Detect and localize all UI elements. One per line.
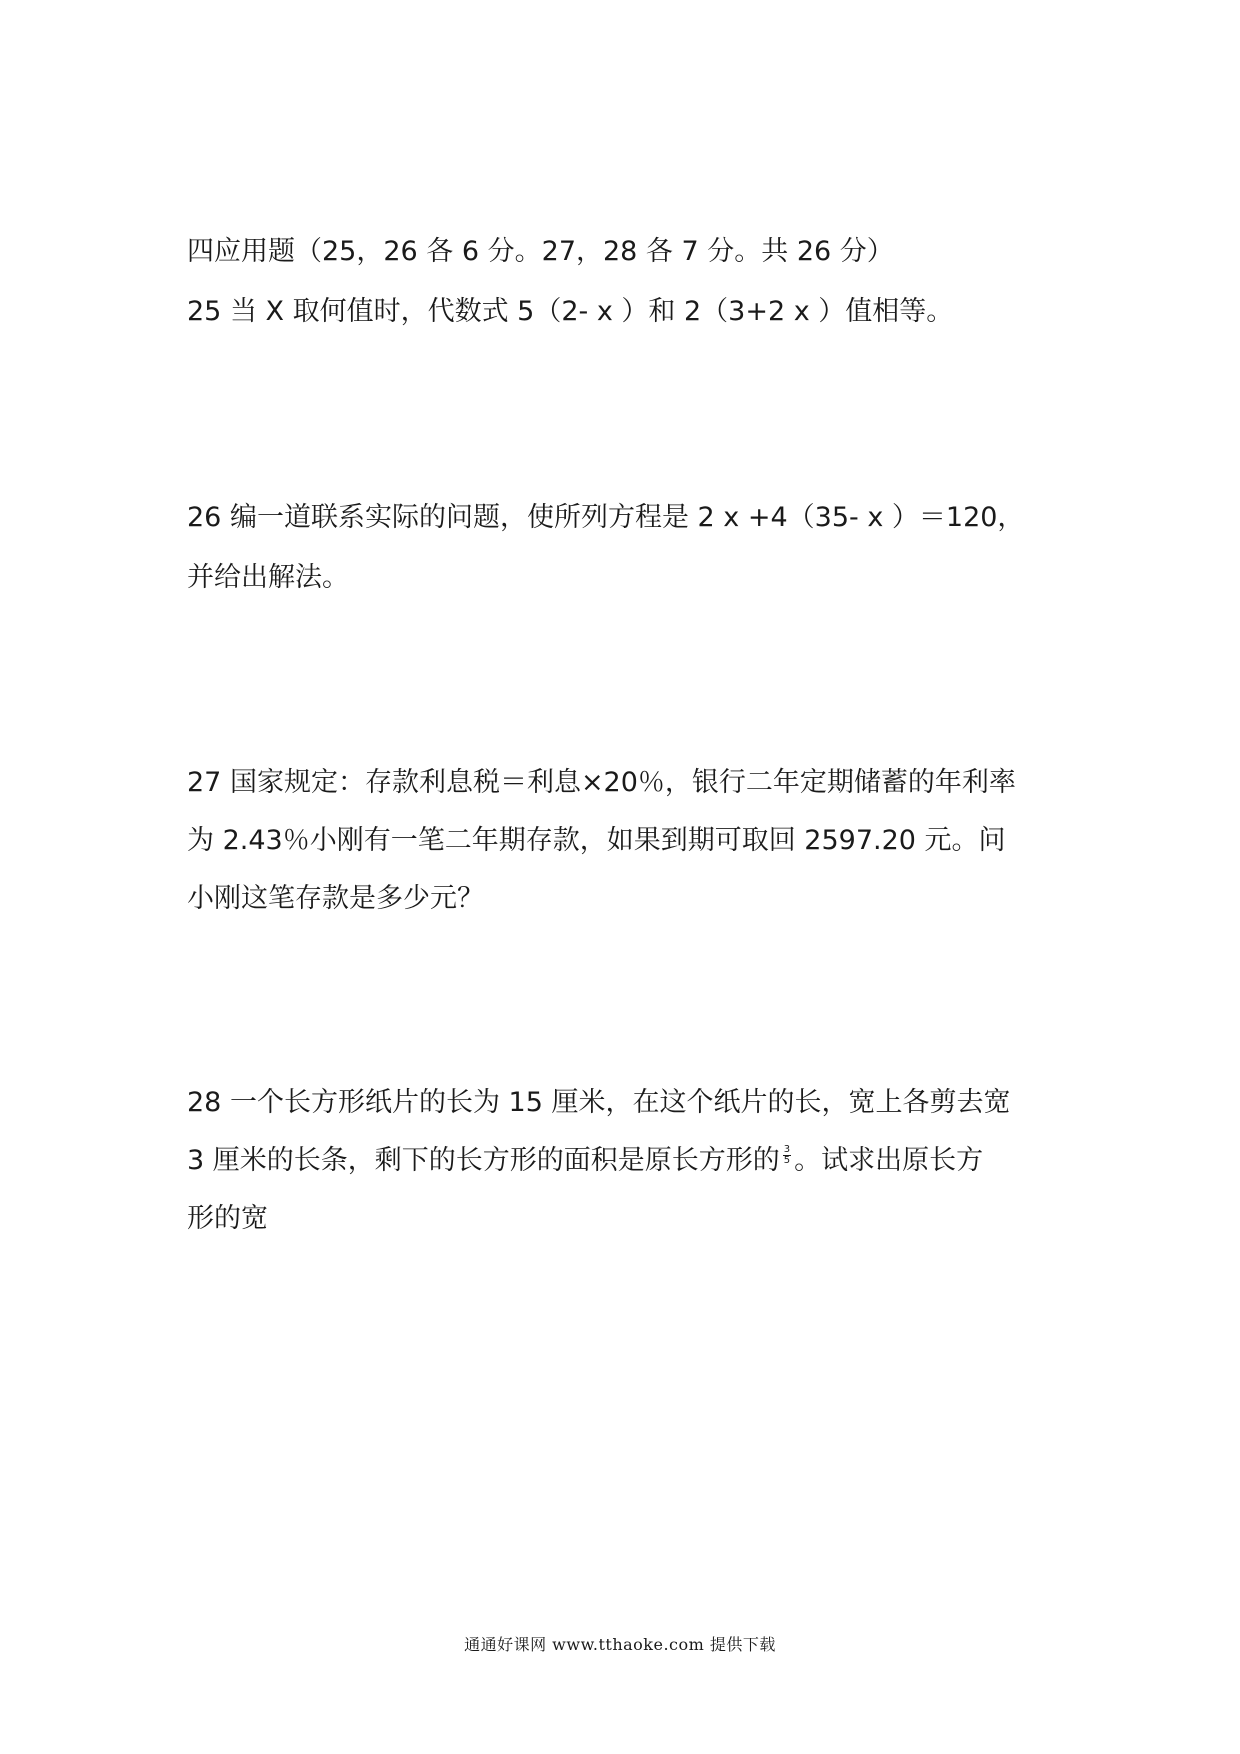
question-27-line-1: 27 国家规定：存款利息税＝利息×20％，银行二年定期储蓄的年利率 bbox=[187, 767, 1016, 798]
answer-space-27 bbox=[187, 928, 1067, 1074]
question-26-line-1: 26 编一道联系实际的问题，使所列方程是 2 x +4（35- x ）＝120， bbox=[187, 502, 1025, 533]
question-28-line-1: 28 一个长方形纸片的长为 15 厘米，在这个纸片的长，宽上各剪去宽 bbox=[187, 1087, 1011, 1118]
answer-space-25 bbox=[187, 342, 1067, 488]
fraction-denominator: 5 bbox=[783, 1155, 791, 1166]
answer-space-26 bbox=[187, 608, 1067, 754]
question-27-line-3: 小刚这笔存款是多少元？ bbox=[187, 883, 484, 914]
problem-content bbox=[187, 222, 1067, 1248]
question-26-line-2: 并给出解法。 bbox=[187, 562, 349, 593]
question-28-line-3: 形的宽 bbox=[187, 1203, 268, 1234]
question-28-line-2-text: 3 厘米的长条，剩下的长方形的面积是原长方形的 bbox=[187, 1145, 780, 1176]
fraction-three-fifths bbox=[783, 1145, 791, 1166]
question-27-line-2: 为 2.43％小刚有一笔二年期存款，如果到期可取回 2597.20 元。问 bbox=[187, 825, 1006, 856]
question-28-line-2 bbox=[187, 1132, 1067, 1190]
page-footer: 通通好课网 www.tthaoke.com 提供下载 bbox=[464, 1635, 776, 1654]
section-heading: 四应用题（25，26 各 6 分。27，28 各 7 分。共 26 分） bbox=[187, 236, 894, 267]
question-28-line-2-tail: 。试求出原长方 bbox=[794, 1145, 984, 1176]
question-25: 25 当 X 取何值时，代数式 5（2- x ）和 2（3+2 x ）值相等。 bbox=[187, 296, 954, 327]
fraction-numerator: 3 bbox=[783, 1144, 791, 1155]
